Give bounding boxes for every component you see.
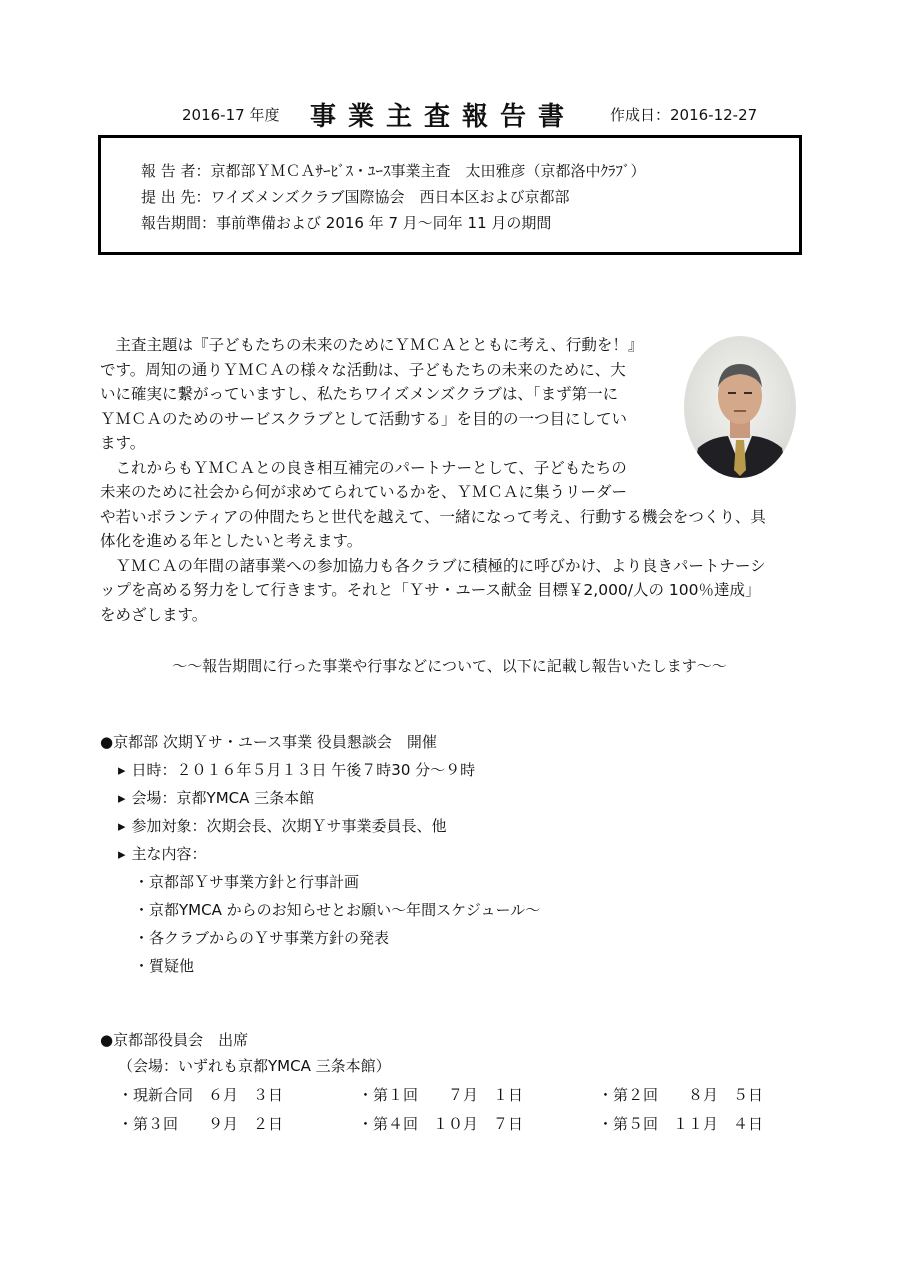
section1-item-contents: ▸ 主な内容： bbox=[118, 843, 207, 864]
report-intro-note: ～～報告期間に行った事業や行事などについて、以下に記載し報告いたします～～ bbox=[172, 657, 727, 675]
section1-item-datetime: ▸ 日時：２０１６年５月１３日 午後７時30 分～９時 bbox=[118, 759, 475, 780]
created-date: 作成日：2016-12-27 bbox=[610, 106, 758, 124]
intro-line: 主査主題は『子どもたちの未来のためにＹＭＣＡとともに考え、行動を！』 bbox=[100, 336, 644, 354]
meeting-entry: ・現新合同 ６月 ３日 bbox=[118, 1086, 284, 1104]
reporter-line: 報 告 者：京都部ＹＭＣＡｻｰﾋﾞｽ・ﾕｰｽ事業主査 太田雅彦（京都洛中ｸﾗﾌﾞ） bbox=[141, 162, 646, 180]
intro-line: ップを高める努力をして行きます。それと「Ｙサ・ユース献金 目標￥2,000/人の 100％達成」 bbox=[100, 581, 761, 599]
intro-line: ます。 bbox=[100, 434, 146, 452]
intro-line: ＹＭＣＡのためのサービスクラブとして活動する」を目的の一つ目にしてい bbox=[100, 409, 628, 428]
content-item: ・各クラブからのＹサ事業方針の発表 bbox=[134, 929, 390, 947]
intro-line: をめざします。 bbox=[100, 605, 208, 624]
meeting-entry: ・第１回 ７月 １日 bbox=[358, 1086, 524, 1104]
meeting-entry: ・第３回 ９月 ２日 bbox=[118, 1115, 284, 1133]
submit-to-line: 提 出 先：ワイズメンズクラブ国際協会 西日本区および京都部 bbox=[141, 188, 570, 206]
intro-line: いに確実に繋がっていますし、私たちワイズメンズクラブは、「まず第一に bbox=[100, 385, 619, 403]
section1-item-venue: ▸ 会場：京都YMCA 三条本館 bbox=[118, 787, 314, 808]
period-line: 報告期間：事前準備および 2016 年 7 月～同年 11 月の期間 bbox=[141, 214, 552, 232]
content-item: ・京都YMCA からのお知らせとお願い～年間スケジュール～ bbox=[134, 901, 541, 919]
report-info-box bbox=[98, 135, 802, 255]
section2-venue: （会場：いずれも京都YMCA 三条本館） bbox=[118, 1057, 391, 1075]
meeting-entry: ・第４回 １０月 ７日 bbox=[358, 1115, 524, 1133]
section2-heading: ●京都部役員会 出席 bbox=[100, 1031, 249, 1049]
intro-line: や若いボランティアの仲間たちと世代を越えて、一緒になって考え、行動する機会をつくり、具 bbox=[100, 507, 766, 526]
section1-item-participants: ▸ 参加対象：次期会長、次期Ｙサ事業委員長、他 bbox=[118, 815, 447, 836]
intro-line: 体化を進める年としたいと考えます。 bbox=[100, 532, 363, 550]
intro-line: です。周知の通りＹＭＣＡの様々な活動は、子どもたちの未来のために、大 bbox=[100, 360, 626, 379]
meeting-entry: ・第５回 １１月 ４日 bbox=[598, 1115, 764, 1133]
meeting-entry: ・第２回 ８月 ５日 bbox=[598, 1086, 764, 1104]
intro-line: ＹＭＣＡの年間の諸事業への参加協力も各クラブに積極的に呼びかけ、より良きパートナーシ bbox=[100, 556, 766, 575]
intro-line: これからもＹＭＣＡとの良き相互補完のパートナーとして、子どもたちの bbox=[100, 458, 627, 477]
fiscal-year: 2016-17 年度 bbox=[182, 106, 280, 124]
intro-line: 未来のために社会から何が求めてられているかを、ＹＭＣＡに集うリーダー bbox=[100, 483, 628, 501]
page-title: 事業主査報告書 bbox=[310, 102, 577, 132]
content-item: ・京都部Ｙサ事業方針と行事計画 bbox=[134, 873, 360, 891]
content-item: ・質疑他 bbox=[134, 957, 195, 975]
section1-heading: ●京都部 次期Ｙサ・ユース事業 役員懇談会 開催 bbox=[100, 733, 437, 751]
intro-paragraph bbox=[100, 333, 810, 627]
